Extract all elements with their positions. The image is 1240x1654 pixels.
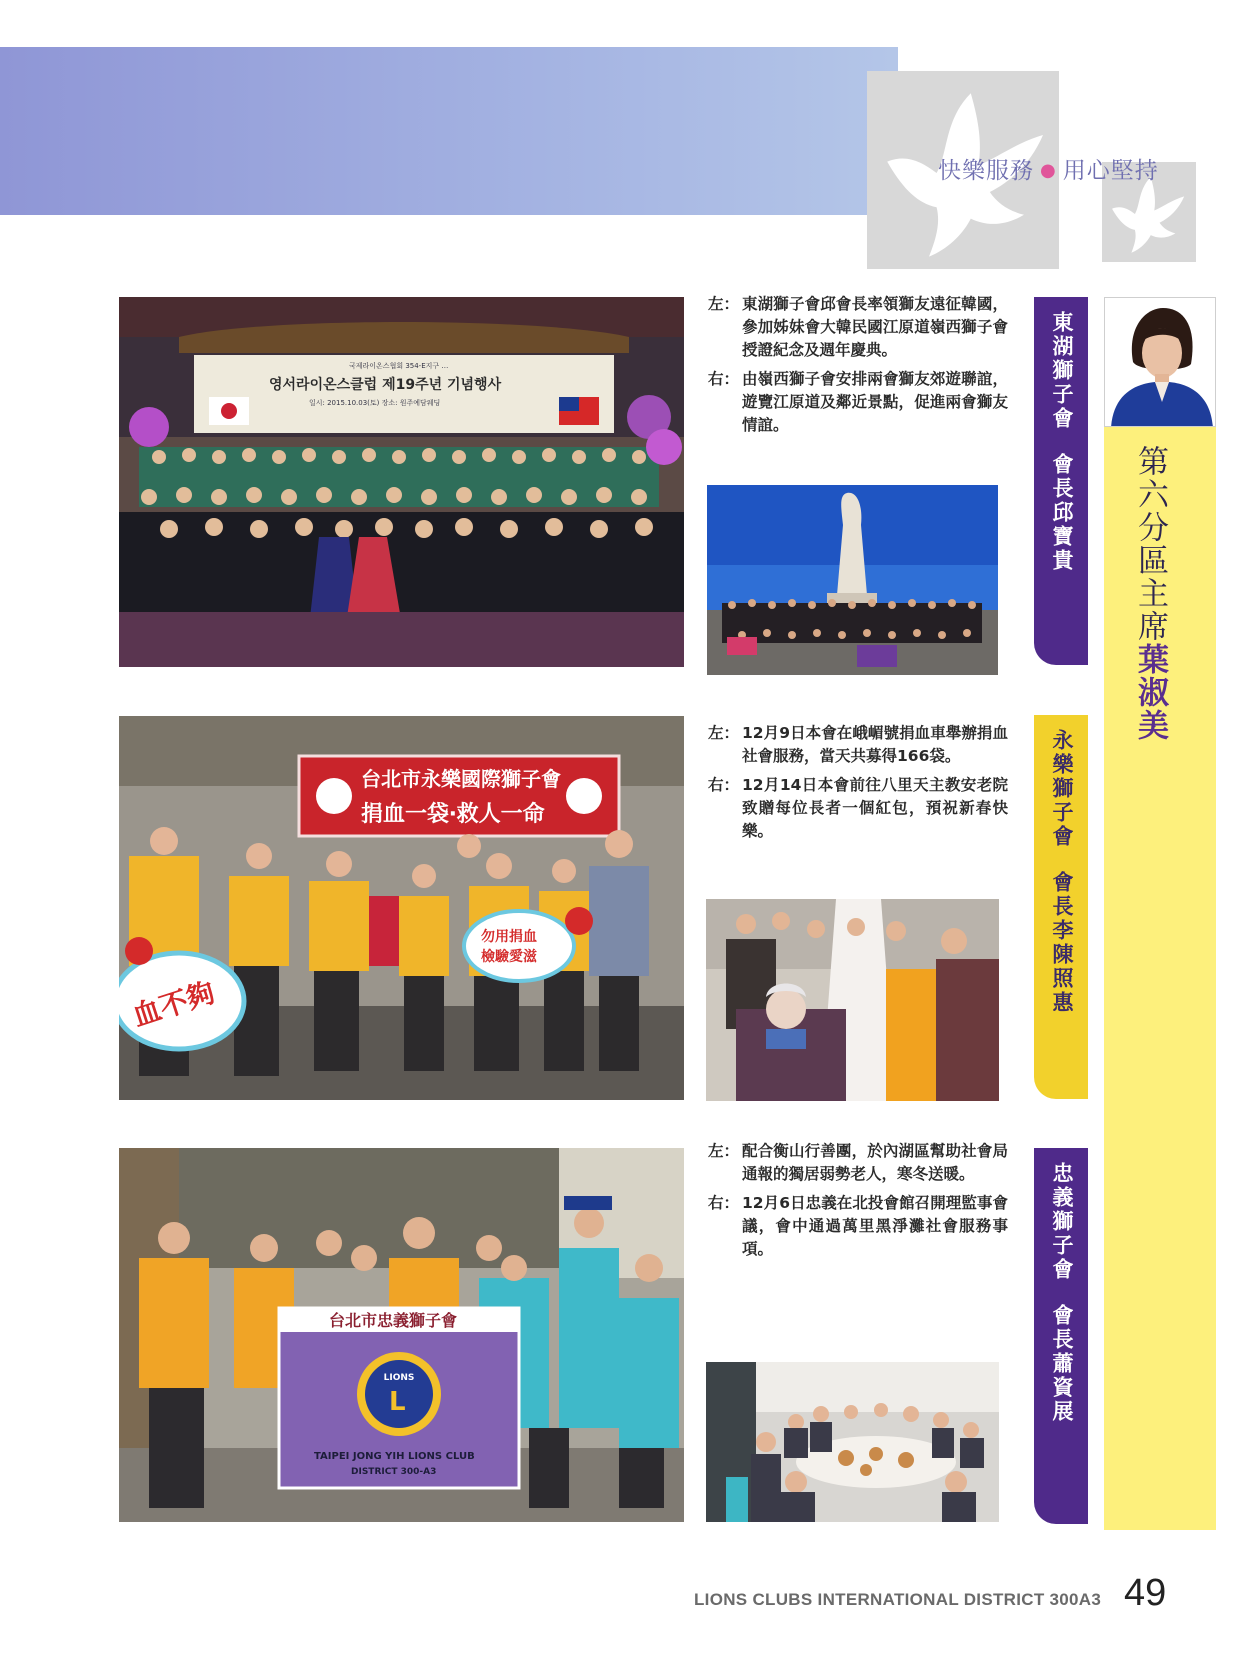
caption-right (708, 1192, 1008, 1261)
svg-text:L: L (389, 1387, 406, 1417)
banner-line1: 국제라이온스협회 354-E지구 … (349, 362, 449, 370)
club-tab-donghu (1034, 297, 1088, 665)
caption-label: 右： (708, 370, 740, 388)
caption-label: 左： (708, 295, 740, 313)
sign-right-line2: 檢驗愛滋 (481, 949, 537, 965)
club-name: 東湖獅子會 (1050, 311, 1074, 431)
photo-elderly-home (706, 899, 999, 1101)
flag-emblem: LIONS (383, 1373, 415, 1383)
chair-title (1130, 445, 1170, 742)
slogan-right: 用心堅持 (1062, 158, 1159, 184)
chair-name: 葉淑美 (1132, 643, 1168, 742)
flag-line1: TAIPEI JONG YIH LIONS CLUB (314, 1451, 475, 1462)
caption-label: 左： (708, 724, 740, 742)
caption-donghu (708, 293, 1008, 443)
photo-winter-charity (119, 1148, 684, 1522)
banner-line2: 捐血一袋‧救人一命 (361, 802, 545, 827)
club-name: 永樂獅子會 (1050, 729, 1074, 849)
photo-board-meeting (706, 1362, 999, 1522)
club-tab-zhongyi (1034, 1148, 1088, 1524)
caption-left (708, 1140, 1008, 1186)
photo-blood-drive (119, 716, 684, 1100)
chair-role: 第六分區主席 (1132, 445, 1168, 643)
slogan-dot: ● (1040, 160, 1057, 181)
sign-left: 血不夠 (128, 975, 219, 1033)
flag-title: 台北市忠義獅子會 (329, 1311, 458, 1330)
caption-text: 由嶺西獅子會安排兩會獅友郊遊聯誼，遊覽江原道及鄰近景點，促進兩會獅友情誼。 (742, 370, 1008, 434)
caption-zhongyi (708, 1140, 1008, 1267)
caption-label: 右： (708, 1194, 740, 1212)
club-president: 會長邱寶貴 (1050, 453, 1074, 573)
caption-right (708, 774, 1008, 843)
club-president: 會長李陳照惠 (1050, 871, 1074, 1015)
photo-anniversary-group (119, 297, 684, 667)
caption-label: 右： (708, 776, 740, 794)
caption-label: 左： (708, 1142, 740, 1160)
caption-text: 12月6日忠義在北投會館召開理監事會議，會中通過萬里黑淨灘社會服務事項。 (742, 1194, 1008, 1258)
caption-text: 配合衡山行善團，於內湖區幫助社會局通報的獨居弱勢老人，寒冬送暖。 (742, 1142, 1008, 1183)
caption-text: 東湖獅子會邱會長率領獅友遠征韓國，參加姊妹會大韓民國江原道嶺西獅子會授證紀念及週年慶典。 (742, 295, 1008, 359)
footer-org: LIONS CLUBS INTERNATIONAL DISTRICT 300A3 (694, 1590, 1102, 1609)
flag-line2: DISTRICT 300-A3 (351, 1467, 437, 1477)
club-tab-yongle (1034, 715, 1088, 1099)
caption-text: 12月14日本會前往八里天主教安老院致贈每位長者一個紅包，預祝新春快樂。 (742, 776, 1008, 840)
club-president: 會長蕭資展 (1050, 1304, 1074, 1424)
caption-left (708, 722, 1008, 768)
banner-line1: 台北市永樂國際獅子會 (361, 767, 561, 791)
chair-portrait (1104, 297, 1216, 427)
caption-text: 12月9日本會在峨嵋號捐血車舉辦捐血社會服務，當天共募得166袋。 (742, 724, 1008, 765)
caption-right (708, 368, 1008, 437)
header-slogan (938, 152, 1159, 185)
page-number: 49 (1124, 1572, 1167, 1614)
sign-right-line1: 勿用捐血 (481, 929, 537, 945)
header-band (0, 47, 898, 215)
banner-line3: 일시: 2015.10.03(토) 장소: 원주예담웨딩 (309, 399, 441, 407)
caption-yongle (708, 722, 1008, 849)
caption-left (708, 293, 1008, 362)
photo-statue-outing (707, 485, 998, 675)
slogan-left: 快樂服務 (938, 158, 1034, 184)
club-name: 忠義獅子會 (1050, 1162, 1074, 1282)
banner-line2: 영서라이온스클럽 제19주년 기념행사 (269, 377, 502, 393)
